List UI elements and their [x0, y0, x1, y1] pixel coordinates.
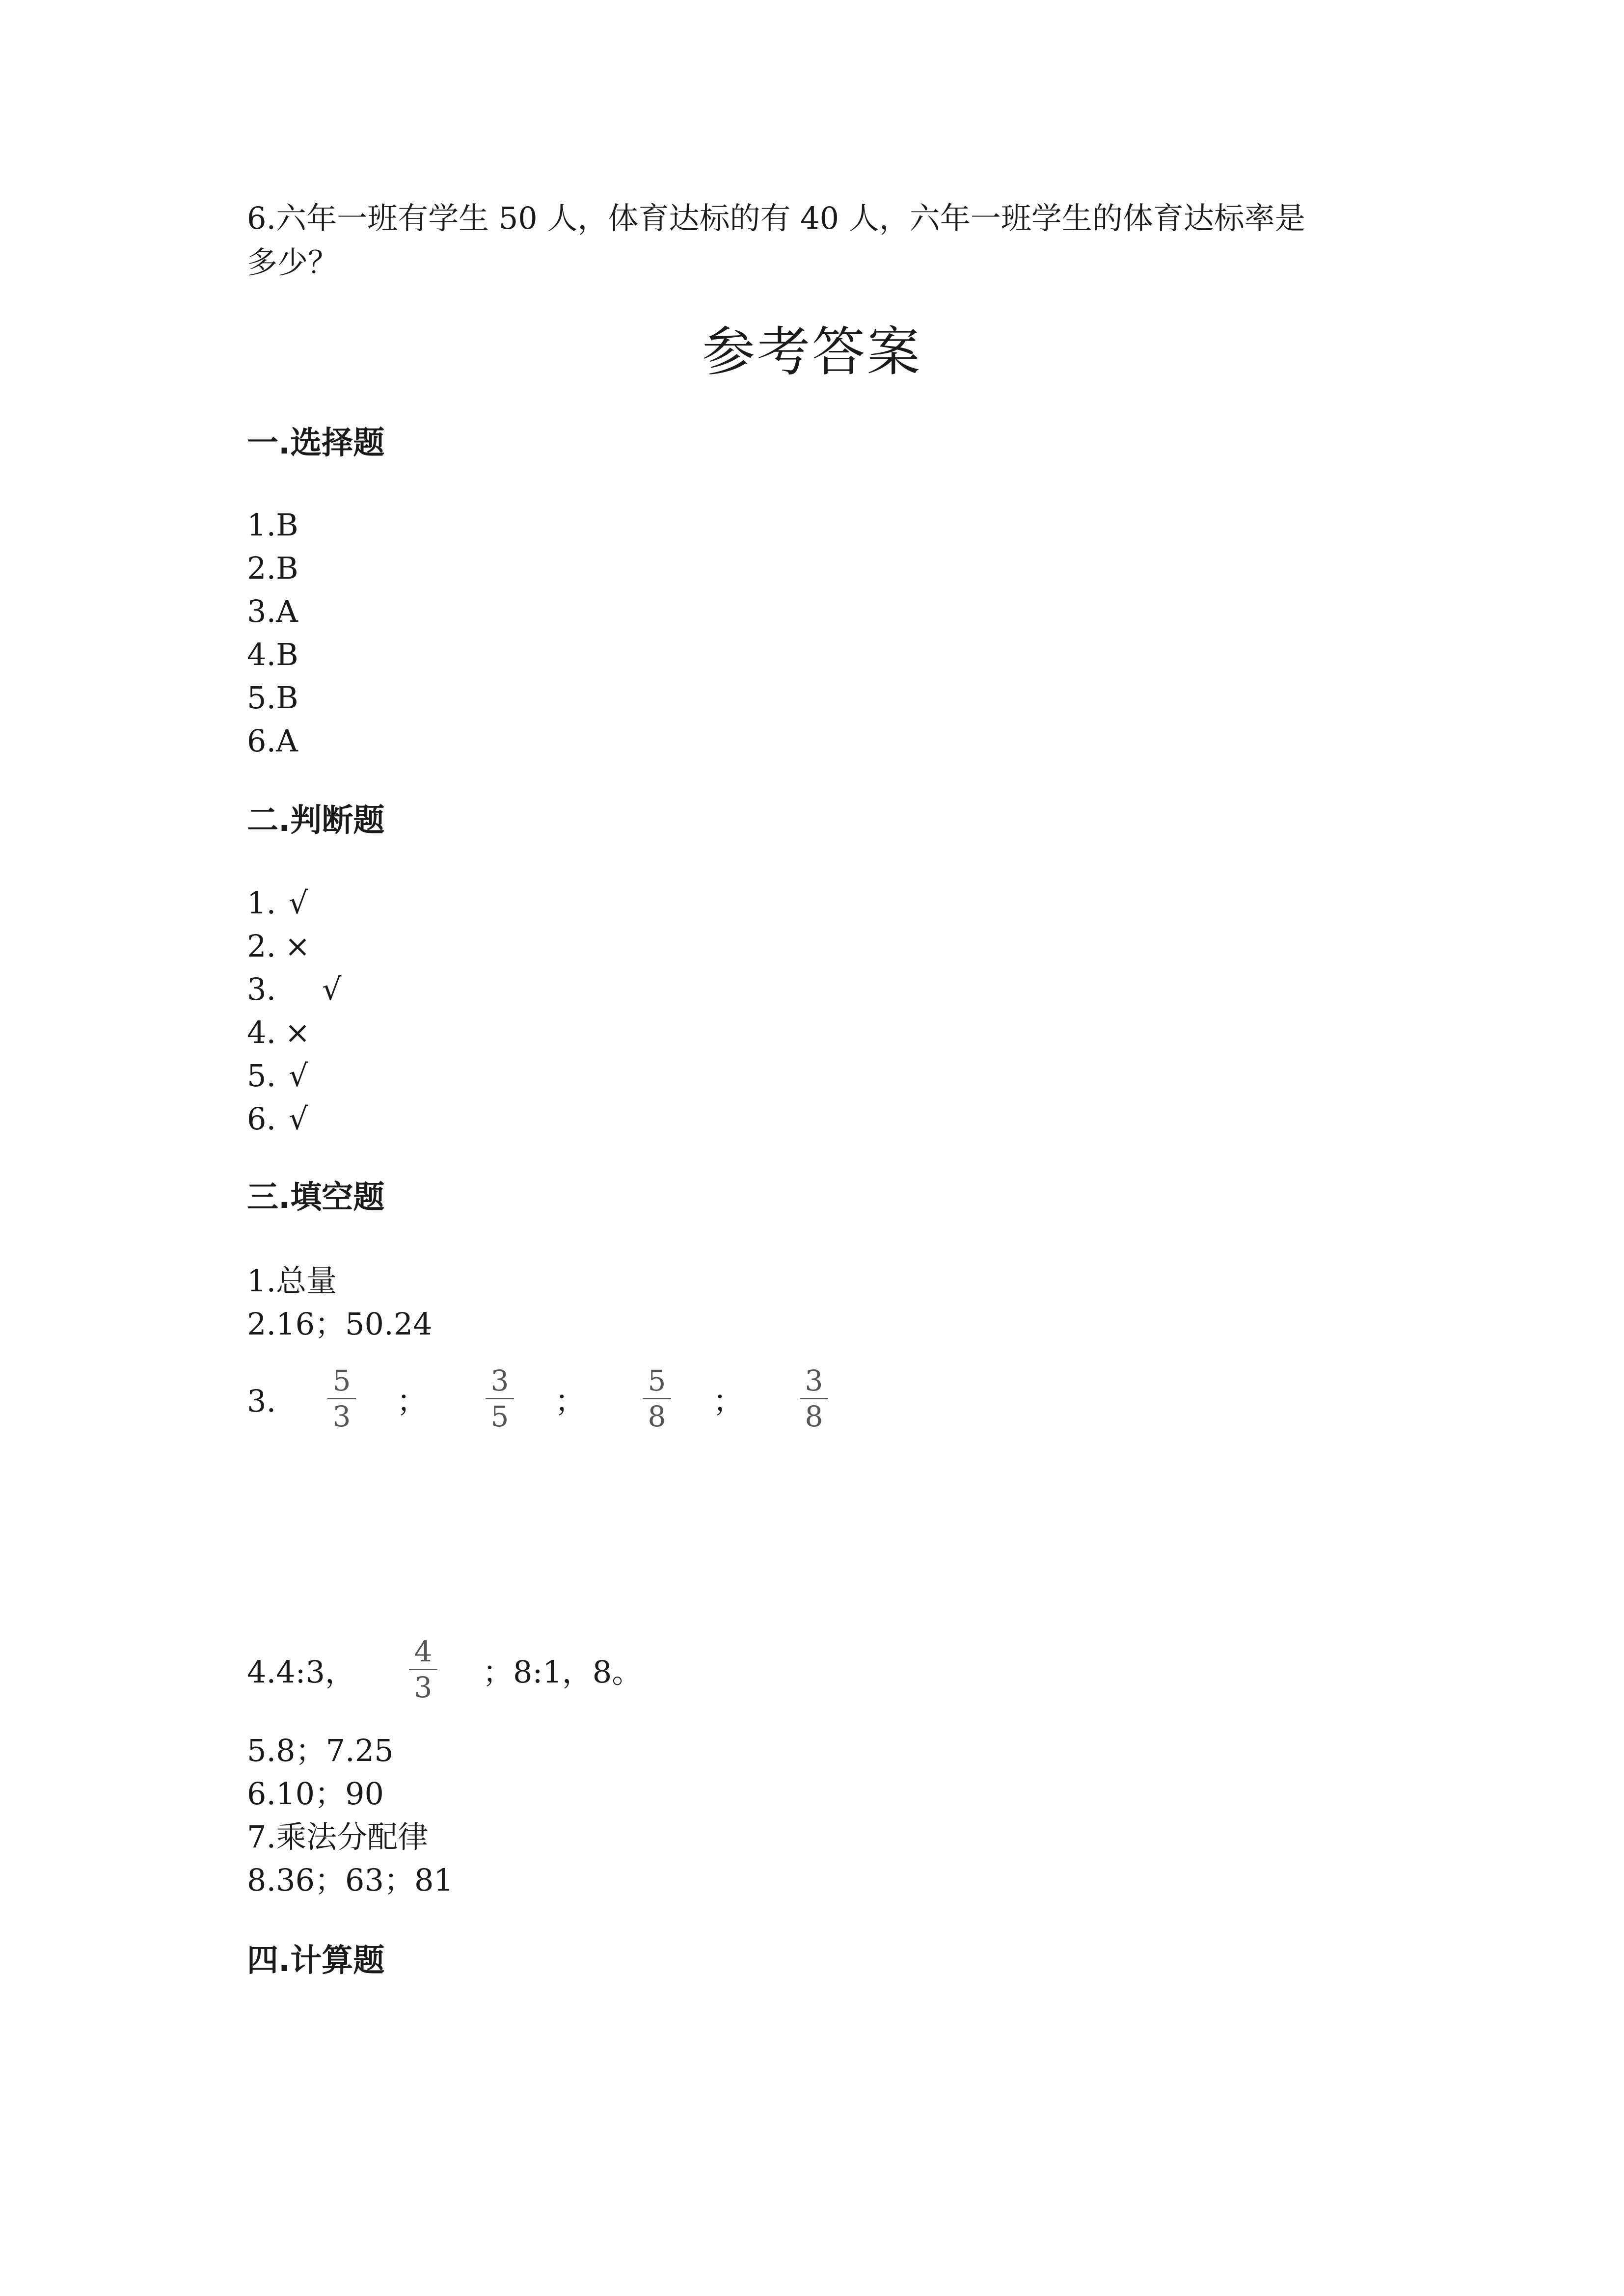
fraction-numerator: 3	[805, 1364, 823, 1397]
choice-answer: 6.A	[247, 723, 298, 759]
question-6-line-1: 6.六年一班有学生 50 人，体育达标的有 40 人，六年一班学生的体育达标率是	[247, 200, 1305, 236]
fraction	[406, 1636, 440, 1703]
fraction-bar	[643, 1398, 671, 1399]
cross-mark: ×	[285, 1015, 310, 1050]
fraction-denominator: 3	[332, 1400, 351, 1433]
fraction	[325, 1365, 359, 1432]
fraction-numerator: 5	[332, 1364, 351, 1397]
fill-answer: 1.总量	[247, 1263, 337, 1299]
check-mark: √	[289, 885, 308, 921]
section-heading-judgment: 二.判断题	[247, 802, 385, 839]
fill-answer-number: 3.	[247, 1383, 276, 1419]
section-heading-fill-blank: 三.填空题	[247, 1179, 385, 1216]
judgment-answer-number: 6.	[247, 1101, 276, 1137]
choice-answer: 4.B	[247, 637, 298, 672]
separator: ；	[397, 1383, 428, 1419]
check-mark: √	[322, 971, 342, 1007]
fraction-denominator: 5	[490, 1400, 509, 1433]
fill-answer: 2.16；50.24	[247, 1306, 433, 1342]
choice-answer: 5.B	[247, 680, 298, 716]
fraction-denominator: 8	[805, 1400, 823, 1433]
fill-answer: 8.36；63；81	[247, 1862, 453, 1898]
choice-answer: 2.B	[247, 550, 298, 586]
fill-answer: 7.乘法分配律	[247, 1819, 429, 1855]
fraction	[797, 1365, 831, 1432]
separator: ；	[713, 1383, 744, 1419]
fraction-bar	[327, 1398, 356, 1399]
fill-answer: 5.8；7.25	[247, 1733, 394, 1768]
choice-answer: 1.B	[247, 507, 298, 543]
cross-mark: ×	[285, 928, 310, 964]
fraction-numerator: 4	[414, 1635, 433, 1668]
fill-answer-prefix: 4.4:3，	[247, 1654, 355, 1690]
fill-answer: 6.10；90	[247, 1776, 384, 1812]
judgment-answer-number: 3.	[247, 971, 276, 1007]
section-heading-calculation: 四.计算题	[247, 1943, 385, 1979]
separator: ；	[555, 1383, 586, 1419]
fraction	[483, 1365, 517, 1432]
judgment-answer-number: 4.	[247, 1015, 276, 1050]
section-heading-choice: 一.选择题	[247, 425, 385, 461]
fraction-numerator: 5	[648, 1364, 666, 1397]
judgment-answer-number: 1.	[247, 885, 276, 921]
choice-answer: 3.A	[247, 593, 298, 629]
judgment-answer-number: 5.	[247, 1058, 276, 1094]
fill-answer-suffix: ；8:1，8。	[483, 1654, 643, 1690]
judgment-answer-number: 2.	[247, 928, 276, 964]
fraction-bar	[486, 1398, 514, 1399]
fraction-denominator: 8	[648, 1400, 666, 1433]
fraction-numerator: 3	[490, 1364, 509, 1397]
check-mark: √	[289, 1101, 308, 1137]
fraction	[640, 1365, 674, 1432]
question-6-line-2: 多少？	[247, 244, 339, 280]
fraction-denominator: 3	[414, 1671, 433, 1704]
page-title: 参考答案	[702, 321, 922, 383]
fraction-bar	[409, 1669, 437, 1670]
fraction-bar	[800, 1398, 828, 1399]
check-mark: √	[289, 1058, 308, 1094]
